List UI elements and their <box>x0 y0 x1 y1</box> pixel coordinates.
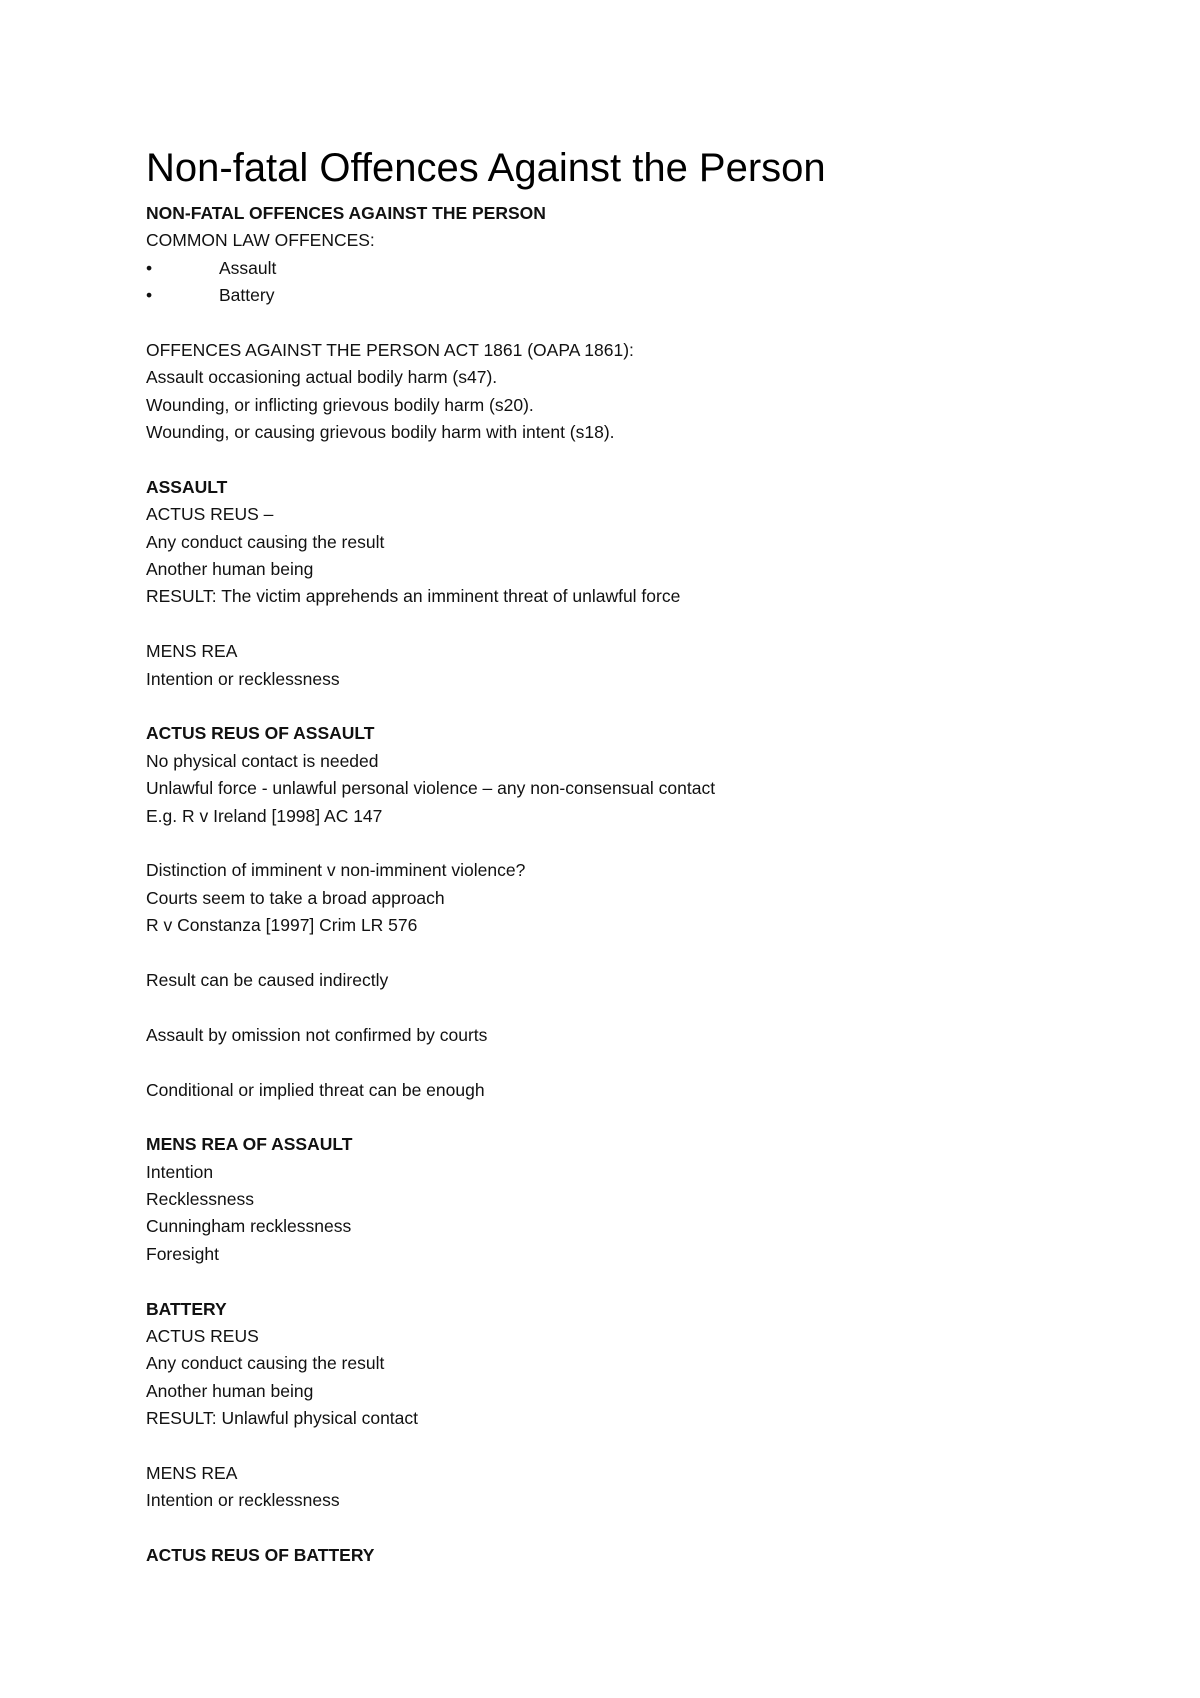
assault-actus-reus-line: Any conduct causing the result <box>146 531 385 552</box>
bullet-item-text: Assault <box>219 257 277 278</box>
battery-actus-reus-line: Any conduct causing the result <box>146 1353 385 1374</box>
bullet-icon: • <box>146 257 153 278</box>
oapa-line: Wounding, or inflicting grievous bodily harm (s20). <box>146 394 534 415</box>
main-heading: NON-FATAL OFFENCES AGAINST THE PERSON <box>146 203 546 223</box>
oapa-line: Assault occasioning actual bodily harm (s47). <box>146 367 498 388</box>
distinction-line: Distinction of imminent v non-imminent violence? <box>146 860 526 881</box>
common-law-label: COMMON LAW OFFENCES: <box>146 230 375 251</box>
battery-heading: BATTERY <box>146 1298 227 1319</box>
battery-actus-reus-line: Another human being <box>146 1380 314 1401</box>
spacer <box>146 1104 1106 1131</box>
mens-rea-of-assault-line: Cunningham recklessness <box>146 1216 352 1237</box>
omission-line: Assault by omission not confirmed by courts <box>146 1024 488 1045</box>
actus-reus-of-assault-line: Unlawful force - unlawful personal violence – any non-consensual contact <box>146 778 716 799</box>
spacer <box>146 693 1106 720</box>
spacer <box>146 447 1106 474</box>
battery-mens-rea-label: MENS REA <box>146 1462 238 1483</box>
battery-actus-reus-line: RESULT: Unlawful physical contact <box>146 1408 419 1429</box>
mens-rea-of-assault-line: Recklessness <box>146 1189 254 1210</box>
assault-mens-rea-line: Intention or recklessness <box>146 668 340 689</box>
oapa-label: OFFENCES AGAINST THE PERSON ACT 1861 (OAPA 1861): <box>146 339 634 360</box>
oapa-line: Wounding, or causing grievous bodily harm with intent (s18). <box>146 422 615 443</box>
spacer <box>146 1049 1106 1076</box>
battery-mens-rea-line: Intention or recklessness <box>146 1490 340 1511</box>
spacer <box>146 611 1106 638</box>
bullet-list-item <box>146 282 1106 309</box>
page-title: Non-fatal Offences Against the Person <box>146 146 826 190</box>
conditional-threat-line: Conditional or implied threat can be enough <box>146 1079 485 1100</box>
actus-reus-of-assault-line: E.g. R v Ireland [1998] AC 147 <box>146 805 383 826</box>
assault-mens-rea-label: MENS REA <box>146 641 238 662</box>
mens-rea-of-assault-line: Foresight <box>146 1243 219 1264</box>
spacer <box>146 1268 1106 1295</box>
bullet-icon: • <box>146 285 153 306</box>
distinction-line: R v Constanza [1997] Crim LR 576 <box>146 915 418 936</box>
spacer <box>146 830 1106 857</box>
assault-actus-reus-label: ACTUS REUS – <box>146 504 274 525</box>
assault-heading: ASSAULT <box>146 476 228 497</box>
assault-actus-reus-line: RESULT: The victim apprehends an imminent threat of unlawful force <box>146 586 681 607</box>
mens-rea-of-assault-line: Intention <box>146 1161 214 1182</box>
spacer <box>146 310 1106 337</box>
spacer <box>146 1515 1106 1542</box>
battery-actus-reus-label: ACTUS REUS <box>146 1326 259 1347</box>
spacer <box>146 1433 1106 1460</box>
distinction-line: Courts seem to take a broad approach <box>146 887 445 908</box>
actus-reus-of-battery-heading: ACTUS REUS OF BATTERY <box>146 1545 375 1566</box>
mens-rea-of-assault-heading: MENS REA OF ASSAULT <box>146 1134 353 1155</box>
document-body <box>146 140 1106 1570</box>
actus-reus-of-assault-heading: ACTUS REUS OF ASSAULT <box>146 723 375 744</box>
indirect-result-line: Result can be caused indirectly <box>146 969 389 990</box>
assault-actus-reus-line: Another human being <box>146 559 314 580</box>
bullet-item-text: Battery <box>219 285 275 306</box>
bullet-list-item <box>146 255 1106 282</box>
spacer <box>146 994 1106 1021</box>
spacer <box>146 940 1106 967</box>
actus-reus-of-assault-line: No physical contact is needed <box>146 750 379 771</box>
